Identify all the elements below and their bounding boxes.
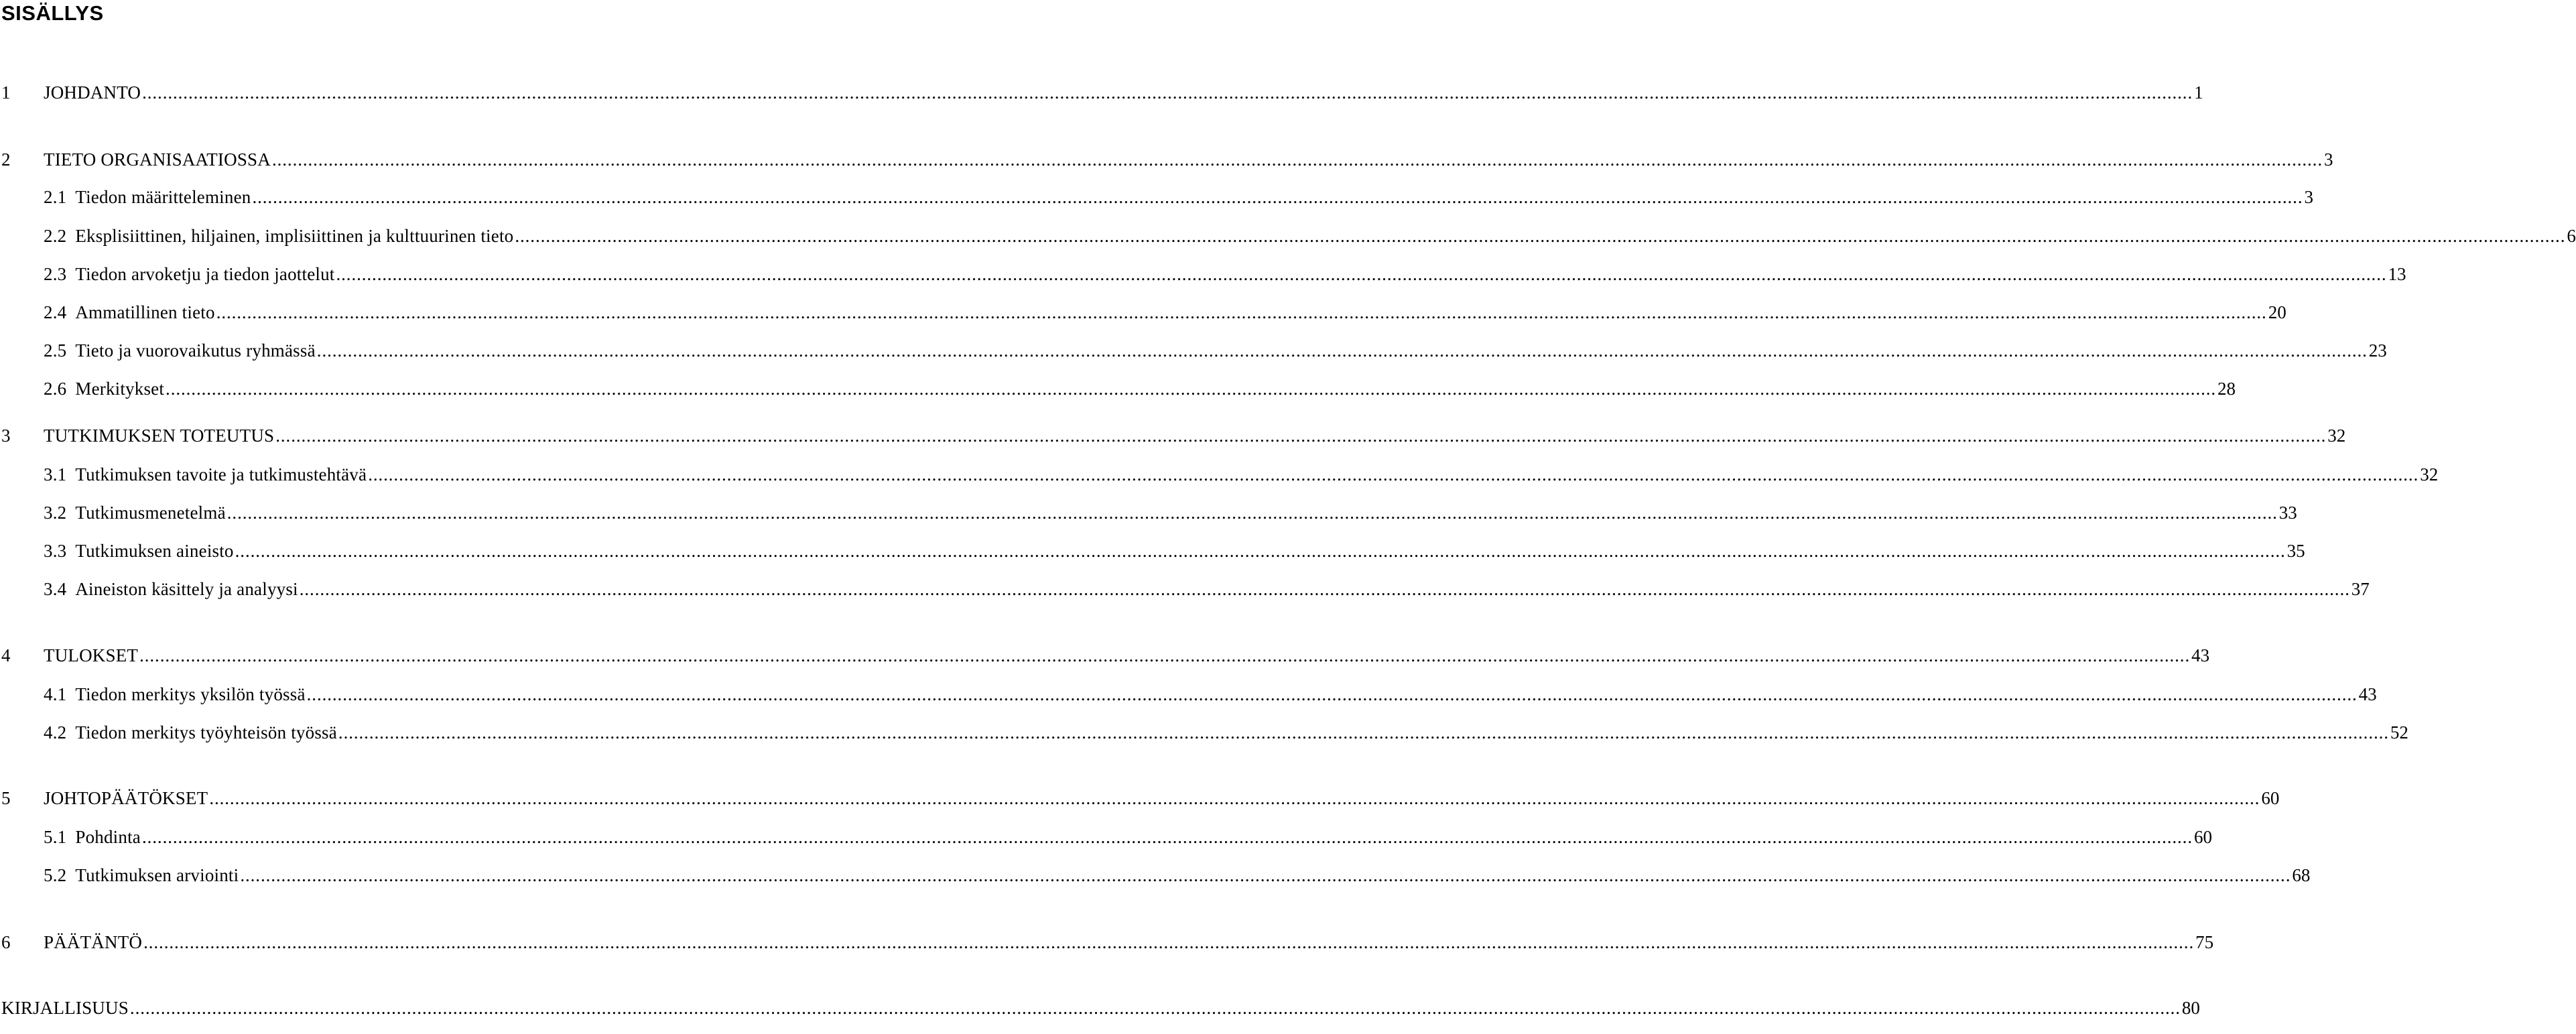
toc-entry — [1, 338, 2387, 363]
toc-entry-label: Tutkimusmenetelmä — [75, 503, 226, 523]
toc-entry-label: PÄÄTÄNTÖ — [44, 932, 143, 952]
toc-entry-number: 5 — [1, 788, 11, 808]
toc-entry — [1, 930, 2214, 954]
toc-entry — [1, 720, 2408, 745]
toc-entry-page: 43 — [2358, 684, 2377, 704]
toc-dot-leader: ................................................................................................................................................................................................................................................................................................................................................................................................................ — [142, 82, 2193, 103]
toc-entry-number: 3.1 — [44, 464, 67, 484]
toc-entry-label: Tutkimuksen tavoite ja tutkimustehtävä — [75, 464, 367, 484]
toc-entry-page: 35 — [2287, 541, 2305, 561]
toc-entry-number: 4 — [1, 645, 11, 665]
toc-entry-page: 60 — [2261, 788, 2280, 808]
toc-entry-number: 2.6 — [44, 379, 67, 399]
toc-entry-page: 33 — [2278, 503, 2297, 523]
toc-entry-page: 32 — [2420, 464, 2439, 484]
toc-entry-label: Merkitykset — [75, 379, 165, 399]
toc-entry — [1, 996, 2200, 1020]
toc-dot-leader: ................................................................................................................................................................................................................................................................................................................................................................................................................ — [368, 464, 2419, 484]
toc-entry — [1, 262, 2406, 286]
toc-dot-leader: ................................................................................................................................................................................................................................................................................................................................................................................................................ — [143, 932, 2195, 952]
toc-entry-number: 5.1 — [44, 827, 67, 847]
toc-dot-leader: ................................................................................................................................................................................................................................................................................................................................................................................................................ — [216, 302, 2267, 322]
toc-entry-number: 2.3 — [44, 264, 67, 284]
toc-entry — [1, 462, 2439, 487]
toc-entry-number: 2.1 — [44, 187, 67, 207]
toc-entry-label: Aineiston käsittely ja analyysi — [75, 579, 298, 599]
toc-entry-number: 3.2 — [44, 503, 67, 523]
toc-entry-label: Tutkimuksen aineisto — [75, 541, 234, 561]
toc-entry — [1, 424, 2346, 448]
toc-entry-page: 23 — [2368, 340, 2387, 361]
toc-entry — [1, 147, 2333, 172]
toc-entry — [1, 577, 2370, 601]
toc-entry-page: 32 — [2327, 426, 2346, 446]
toc-entry-number: 3.4 — [44, 579, 67, 599]
toc-entry-page: 6 — [2567, 226, 2576, 246]
toc-entry-page: 3 — [2304, 187, 2313, 207]
toc-dot-leader: ................................................................................................................................................................................................................................................................................................................................................................................................................ — [240, 865, 2291, 885]
toc-entry-page: 68 — [2292, 865, 2311, 885]
toc-entry-number: 2.2 — [44, 226, 67, 246]
toc-entry — [1, 300, 2287, 324]
toc-entry-page: 13 — [2388, 264, 2406, 284]
toc-entry-label: Tiedon määritteleminen — [75, 187, 251, 207]
toc-entry-label: Tiedon arvoketju ja tiedon jaottelut — [75, 264, 335, 284]
toc-dot-leader: ................................................................................................................................................................................................................................................................................................................................................................................................................ — [338, 722, 2389, 742]
toc-entry-number: 3 — [1, 426, 11, 446]
toc-entry — [1, 224, 2576, 248]
toc-entry-label: Tiedon merkitys työyhteisön työssä — [75, 722, 337, 742]
toc-dot-leader: ................................................................................................................................................................................................................................................................................................................................................................................................................ — [139, 645, 2191, 665]
toc-entry-number: 4.1 — [44, 684, 67, 704]
toc-entry — [1, 863, 2311, 887]
toc-entry-page: 20 — [2268, 302, 2287, 322]
toc-entry-label: KIRJALLISUUS — [1, 998, 129, 1018]
toc-entry — [1, 682, 2377, 706]
toc-entry-label: JOHDANTO — [44, 82, 141, 103]
toc-dot-leader: ................................................................................................................................................................................................................................................................................................................................................................................................................ — [235, 541, 2286, 561]
toc-entry-label: Tieto ja vuorovaikutus ryhmässä — [75, 340, 316, 361]
toc-dot-leader: ................................................................................................................................................................................................................................................................................................................................................................................................................ — [306, 684, 2358, 704]
toc-entry-label: Ammatillinen tieto — [75, 302, 215, 322]
toc-entry-number: 6 — [1, 932, 11, 952]
toc-entry — [1, 185, 2313, 209]
toc-entry-page: 28 — [2217, 379, 2236, 399]
toc-entry-label: JOHTOPÄÄTÖKSET — [44, 788, 208, 808]
toc-entry — [1, 377, 2236, 401]
toc-entry-page: 80 — [2181, 998, 2200, 1018]
toc-dot-leader: ................................................................................................................................................................................................................................................................................................................................................................................................................ — [336, 264, 2387, 284]
toc-dot-leader: ................................................................................................................................................................................................................................................................................................................................................................................................................ — [227, 503, 2278, 523]
toc-entry-page: 3 — [2323, 149, 2333, 170]
toc-entry-label: Tutkimuksen arviointi — [75, 865, 239, 885]
toc-entry-number: 2.4 — [44, 302, 67, 322]
toc-dot-leader: ................................................................................................................................................................................................................................................................................................................................................................................................................ — [166, 379, 2217, 399]
toc-entry-number: 3.3 — [44, 541, 67, 561]
toc-dot-leader: ................................................................................................................................................................................................................................................................................................................................................................................................................ — [515, 226, 2566, 246]
toc-dot-leader: ................................................................................................................................................................................................................................................................................................................................................................................................................ — [299, 579, 2350, 599]
toc-entry — [1, 643, 2210, 667]
toc-entry-label: TIETO ORGANISAATIOSSA — [44, 149, 271, 170]
toc-entry-label: Tiedon merkitys yksilön työssä — [75, 684, 306, 704]
toc-entry — [1, 80, 2203, 105]
toc-dot-leader: ................................................................................................................................................................................................................................................................................................................................................................................................................ — [209, 788, 2260, 808]
toc-entry-label: Eksplisiittinen, hiljainen, implisiittinen ja kulttuurinen tieto — [75, 226, 514, 246]
toc-dot-leader: ................................................................................................................................................................................................................................................................................................................................................................................................................ — [252, 187, 2303, 207]
toc-entry-number: 1 — [1, 82, 11, 103]
toc-entry-page: 75 — [2195, 932, 2214, 952]
toc-entry-label: TULOKSET — [44, 645, 139, 665]
toc-dot-leader: ................................................................................................................................................................................................................................................................................................................................................................................................................ — [316, 340, 2368, 361]
toc-entry-page: 52 — [2390, 722, 2408, 742]
toc-title: SISÄLLYS — [1, 1, 104, 25]
toc-dot-leader: ................................................................................................................................................................................................................................................................................................................................................................................................................ — [275, 426, 2327, 446]
toc-entry — [1, 539, 2305, 563]
toc-entry-page: 60 — [2193, 827, 2212, 847]
toc-entry-number: 2.5 — [44, 340, 67, 361]
toc-entry-label: TUTKIMUKSEN TOTEUTUS — [44, 426, 275, 446]
toc-dot-leader: ................................................................................................................................................................................................................................................................................................................................................................................................................ — [141, 827, 2193, 847]
toc-entry-page: 1 — [2194, 82, 2203, 103]
toc-entry — [1, 786, 2280, 810]
toc-entry-number: 4.2 — [44, 722, 67, 742]
toc-entry — [1, 501, 2297, 525]
toc-dot-leader: ................................................................................................................................................................................................................................................................................................................................................................................................................ — [271, 149, 2323, 170]
toc-entry-number: 5.2 — [44, 865, 67, 885]
toc-entry-page: 37 — [2351, 579, 2370, 599]
toc-entry-page: 43 — [2191, 645, 2210, 665]
toc-entry-label: Pohdinta — [75, 827, 141, 847]
toc-dot-leader: ................................................................................................................................................................................................................................................................................................................................................................................................................ — [129, 998, 2181, 1018]
toc-entry — [1, 825, 2212, 849]
toc-entry-number: 2 — [1, 149, 11, 170]
